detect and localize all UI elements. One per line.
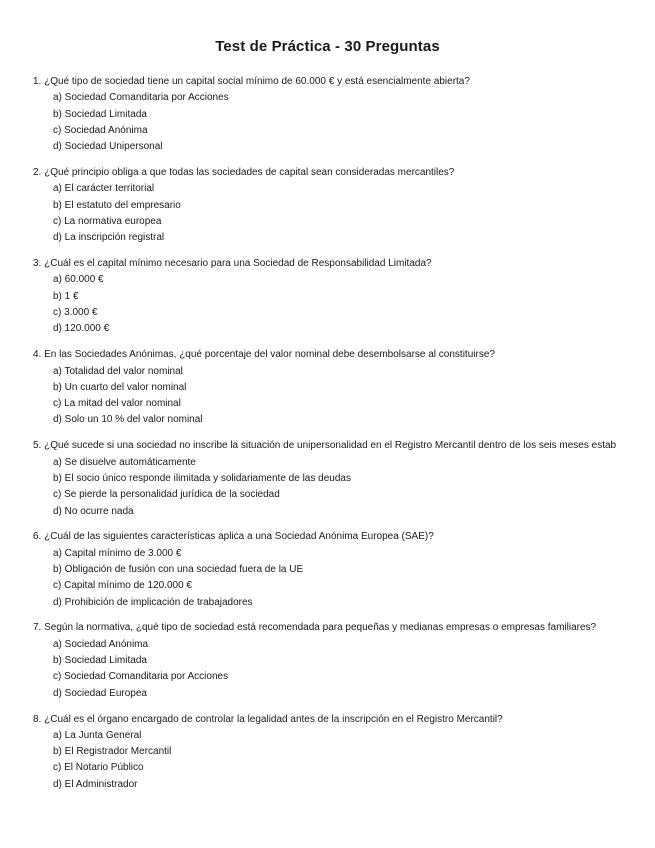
option-d: d) Sociedad Unipersonal — [53, 141, 163, 153]
option-a: a) 60.000 € — [53, 274, 104, 286]
question-2 — [33, 165, 655, 246]
option-c: c) Sociedad Anónima — [53, 124, 148, 136]
option-a: a) El carácter territorial — [53, 183, 155, 195]
option-list — [33, 637, 655, 702]
question-1 — [33, 74, 655, 155]
option-c: c) Se pierde la personalidad jurídica de la sociedad — [53, 489, 280, 501]
option-b: b) El Registrador Mercantil — [53, 746, 172, 758]
option-a: a) Se disuelve automáticamente — [53, 456, 196, 468]
option-list — [33, 90, 655, 155]
question-5 — [33, 438, 655, 519]
option-b: b) El estatuto del empresario — [53, 199, 181, 211]
option-c: c) La normativa europea — [53, 215, 162, 227]
option-d: d) No ocurre nada — [53, 505, 134, 517]
option-d: d) La inscripción registral — [53, 232, 165, 244]
option-list — [33, 364, 655, 429]
question-text: 4. En las Sociedades Anónimas, ¿qué porcentaje del valor nominal debe desembolsarse al constituirse? — [33, 349, 495, 361]
option-b: b) El socio único responde ilimitada y solidariamente de las deudas — [53, 472, 351, 484]
option-b: b) 1 € — [53, 290, 79, 302]
option-d: d) 120.000 € — [53, 323, 110, 335]
option-list — [33, 546, 655, 611]
question-text: 8. ¿Cuál es el órgano encargado de controlar la legalidad antes de la inscripción en el Registro Mercantil? — [33, 713, 503, 725]
option-c: c) 3.000 € — [53, 307, 98, 319]
question-7 — [33, 620, 655, 701]
option-d: d) El Administrador — [53, 778, 138, 790]
question-3 — [33, 256, 655, 337]
question-text: 6. ¿Cuál de las siguientes características aplica a una Sociedad Anónima Europea (SAE)? — [33, 531, 434, 543]
page-title: Test de Práctica - 30 Preguntas — [215, 38, 440, 55]
question-text: 2. ¿Qué principio obliga a que todas las sociedades de capital sean consideradas mercantiles? — [33, 167, 455, 179]
option-a: a) Sociedad Comanditaria por Acciones — [53, 92, 229, 104]
option-a: a) Sociedad Anónima — [53, 638, 149, 650]
option-b: b) Obligación de fusión con una sociedad fuera de la UE — [53, 563, 304, 575]
option-b: b) Sociedad Limitada — [53, 108, 147, 120]
question-4 — [33, 347, 655, 428]
option-d: d) Prohibición de implicación de trabajadores — [53, 596, 253, 608]
option-a: a) Capital mínimo de 3.000 € — [53, 547, 182, 559]
option-b: b) Un cuarto del valor nominal — [53, 381, 187, 393]
option-c: c) El Notario Público — [53, 762, 144, 774]
option-b: b) Sociedad Limitada — [53, 655, 147, 667]
question-text: 1. ¿Qué tipo de sociedad tiene un capital social mínimo de 60.000 € y está esencialmente abierta? — [33, 76, 470, 87]
question-list — [33, 74, 655, 803]
option-c: c) Capital mínimo de 120.000 € — [53, 580, 192, 592]
option-d: d) Solo un 10 % del valor nominal — [53, 414, 203, 426]
option-list — [33, 272, 655, 337]
option-list — [33, 728, 655, 793]
option-d: d) Sociedad Europea — [53, 687, 147, 699]
question-8 — [33, 712, 655, 793]
question-text: 3. ¿Cuál es el capital mínimo necesario para una Sociedad de Responsabilidad Limitada? — [33, 258, 432, 270]
option-c: c) La mitad del valor nominal — [53, 398, 181, 410]
option-c: c) Sociedad Comanditaria por Acciones — [53, 671, 229, 683]
option-a: a) Totalidad del valor nominal — [53, 365, 183, 377]
question-text: 5. ¿Qué sucede si una sociedad no inscribe la situación de unipersonalidad en el Registro Mercantil dentro de los seis meses estab — [33, 440, 617, 452]
option-a: a) La Junta General — [53, 729, 142, 741]
option-list — [33, 181, 655, 246]
question-text: 7. Según la normativa, ¿qué tipo de sociedad está recomendada para pequeñas y medianas empresas o empresas familiares? — [33, 622, 597, 634]
option-list — [33, 455, 655, 520]
question-6 — [33, 529, 655, 610]
